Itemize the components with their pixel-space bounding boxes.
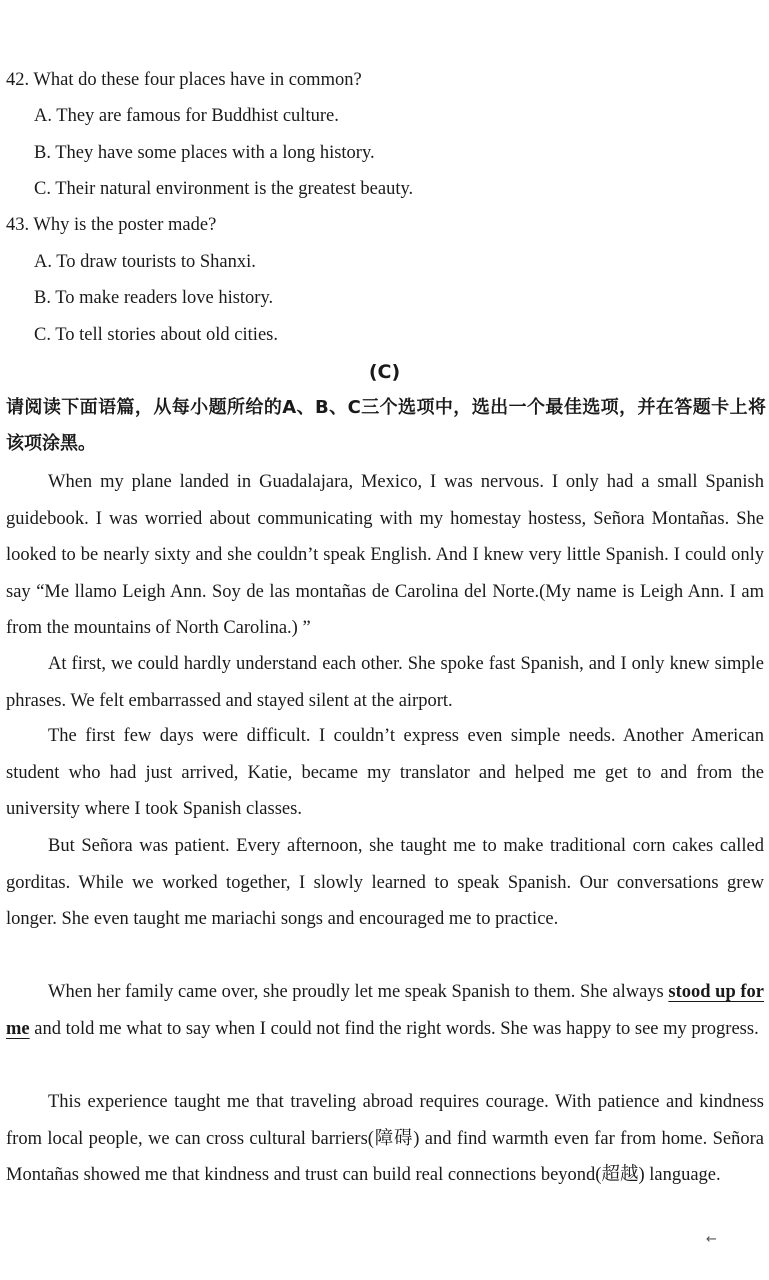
question-42-option-b: B. They have some places with a long history. [34, 143, 375, 163]
passage-paragraph-1: When my plane landed in Guadalajara, Mexico, I was nervous. I only had a small Spanish guidebook. I was worried about communicating with my homestay hostess, Señora Montañas. She looked to be nearly sixty and she couldn’t speak English. And I knew very little Spanish. I could only say “Me llamo Leigh Ann. Soy de las montañas de Carolina del Norte.(My name is Leigh Ann. I am from the mountains of North Carolina.) ” [6, 472, 764, 639]
highlighted-phrase: stood up for me [6, 982, 764, 1039]
passage-paragraph-3: The first few days were difficult. I couldn’t express even simple needs. Another American student who had just arrived, Katie, became my translator and helped me get to and from the university where I took Spanish classes. [6, 726, 764, 820]
passage-paragraph-4: But Señora was patient. Every afternoon, she taught me to make traditional corn cakes called gorditas. While we worked together, I slowly learned to speak Spanish. Our conversations grew longer. She even taught me mariachi songs and encouraged me to practice. [6, 836, 764, 930]
question-42-option-c: C. Their natural environment is the greatest beauty. [34, 179, 414, 199]
section-instruction: 请阅读下面语篇，从每小题所给的A、B、C三个选项中，选出一个最佳选项，并在答题卡上将该项涂黑。 [6, 397, 766, 454]
passage-paragraph-6: This experience taught me that traveling abroad requires courage. With patience and kindness from local people, we can cross cultural barriers(障碍) and find warmth even far from home. Señora Montañas showed me that kindness and trust can build real connections beyond(超越) language. [6, 1092, 764, 1186]
question-43-option-b: B. To make readers love history. [34, 288, 274, 308]
question-43-option-c: C. To tell stories about old cities. [34, 325, 278, 345]
page-mark: ← [706, 1232, 717, 1247]
question-43-option-a: A. To draw tourists to Shanxi. [34, 252, 256, 272]
question-43-stem: 43. Why is the poster made? [6, 215, 217, 235]
section-title: (C) [368, 361, 401, 383]
passage-paragraph-5 [6, 974, 764, 1047]
question-42-stem: 42. What do these four places have in common? [6, 70, 362, 90]
paragraph-5-text-before: When her family came over, she proudly let me speak Spanish to them. She always [48, 982, 669, 1002]
paragraph-5-text-after: and told me what to say when I could not find the right words. She was happy to see my progress. [29, 1018, 759, 1039]
passage-paragraph-2: At first, we could hardly understand each other. She spoke fast Spanish, and I only knew simple phrases. We felt embarrassed and stayed silent at the airport. [6, 654, 764, 711]
question-42-option-a: A. They are famous for Buddhist culture. [34, 106, 339, 126]
